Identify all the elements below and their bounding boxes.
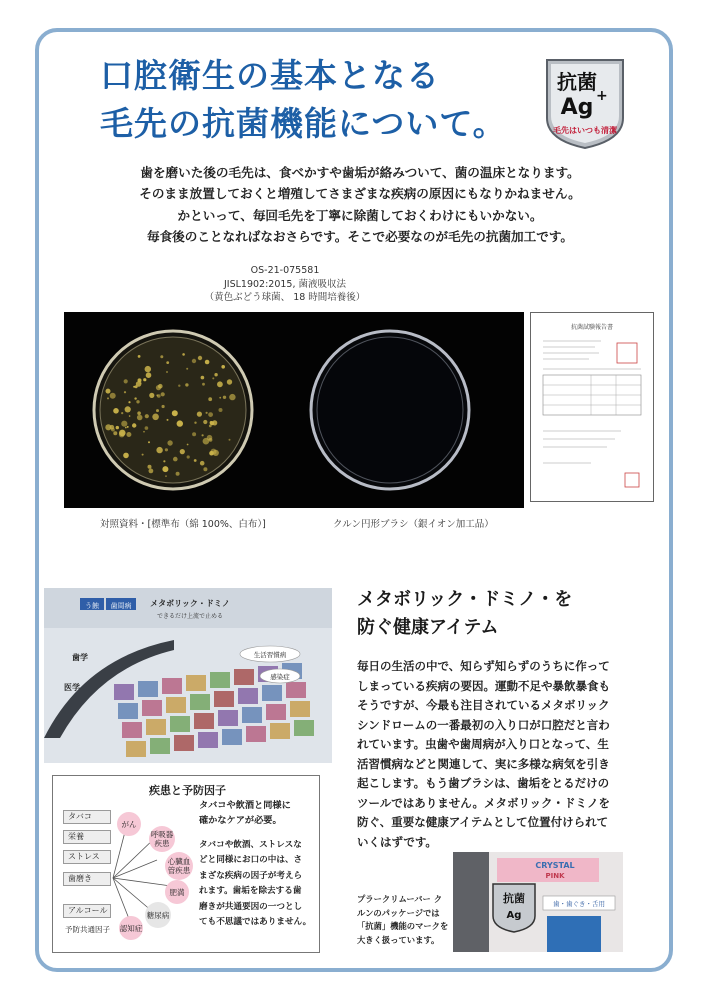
svg-text:歯周病: 歯周病 [110, 602, 132, 610]
disease-circle: 呼吸器疾患 [149, 826, 175, 852]
svg-text:歯学: 歯学 [72, 653, 88, 662]
factor-box: 歯磨き [63, 872, 111, 886]
control-sample-caption: 対照資料・[標準布（綿 100%、白布）] [100, 519, 266, 530]
factor-box: ストレス [63, 850, 111, 864]
factors-title: 疾患と予防因子 [149, 784, 226, 797]
svg-text:できるだけ上流で止める: できるだけ上流で止める [156, 613, 224, 620]
product-package-photo [453, 852, 623, 952]
disease-circle: 認知症 [119, 916, 143, 940]
svg-text:メタボリック・ドミノ: メタボリック・ドミノ [150, 599, 230, 608]
disease-circle: がん [117, 812, 141, 836]
svg-text:生活習慣病: 生活習慣病 [253, 651, 287, 659]
antibacterial-ag-badge-icon [541, 56, 629, 150]
factors-note: タバコや飲酒と同様に 確かなケアが必要。 [199, 800, 291, 827]
svg-text:う蝕: う蝕 [85, 602, 99, 610]
svg-text:医学: 医学 [64, 683, 80, 692]
svg-text:歯・歯ぐき・舌用: 歯・歯ぐき・舌用 [553, 900, 605, 908]
brush-sample-caption: クルン円形ブラシ（銀イオン加工品） [333, 519, 494, 530]
disease-circle: 心臓血管疾患 [165, 852, 193, 880]
test-report-document [530, 312, 654, 502]
section-heading: メタボリック・ドミノ・を 防ぐ健康アイテム [357, 589, 573, 638]
factor-box: 栄養 [63, 830, 111, 844]
section-body-text: 毎日の生活の中で、知らず知らずのうちに作って しまっている疾病の要因。運動不足や暴飲暴食も そうですが、今最も注目されているメタボリック シンドロームの一番最初の入り口が口腔だと言わ れています。虫歯や歯周病が入り口となって、生 活習慣病などと関連して、実に多様な病気を引き 起こします。もう歯ブラシは、歯垢をとるだけの ツールではありません。メタボリック・ドミノを 防ぐ、重要な健康アイテムとして位置付けられて いくはずです。 [357, 659, 610, 849]
svg-text:Ag: Ag [506, 910, 522, 921]
svg-text:Ag: Ag [560, 95, 594, 120]
svg-text:抗菌試験報告書: 抗菌試験報告書 [570, 324, 614, 331]
svg-text:+: + [596, 88, 608, 104]
factor-box: タバコ [63, 810, 111, 824]
disease-circle: 糖尿病 [145, 902, 171, 928]
petri-dish-photo [64, 312, 524, 508]
svg-text:感染症: 感染症 [270, 673, 290, 681]
svg-text:抗菌: 抗菌 [557, 70, 597, 94]
svg-text:抗菌: 抗菌 [503, 892, 525, 905]
package-caption: プラークリムーバー ク ルンのパッケージでは 「抗菌」機能のマークを 大きく扱っています。 [357, 894, 449, 945]
disease-circle: 肥満 [165, 880, 189, 904]
intro-text: 歯を磨いた後の毛先は、食べかすや歯垢が絡みついて、菌の温床となります。 そのまま放置しておくと増殖してさまざまな疾病の原因にもなりかねません。 かといって、毎回毛先を丁寧に除菌しておくわけにもいかない。 毎食後のことなればなおさらです。そこで必要なのが毛先の抗菌加工です。 [139, 165, 581, 245]
svg-text:CRYSTAL: CRYSTAL [535, 861, 575, 870]
factor-box: アルコール [63, 904, 111, 918]
factor-footer: 予防共通因子 [65, 925, 110, 934]
factors-description: タバコや飲酒、ストレスな どと同様にお口の中は、さ まざな疾病の因子が考えら れます。歯垢を除去する歯 磨きが共通要因の一つとし ても不思議ではありません。 [199, 840, 312, 928]
metabolic-domino-diagram [44, 588, 332, 763]
page-title: 口腔衛生の基本となる 毛先の抗菌機能について。 [100, 56, 507, 143]
test-conditions: OS-21-075581 JISL1902:2015, 菌液吸収法 （黄色ぶどう球菌、 18 時間培養後） [204, 265, 366, 303]
disease-factors-figure [52, 775, 320, 953]
svg-text:毛先はいつも清潔: 毛先はいつも清潔 [553, 126, 617, 135]
svg-text:PINK: PINK [545, 872, 565, 880]
